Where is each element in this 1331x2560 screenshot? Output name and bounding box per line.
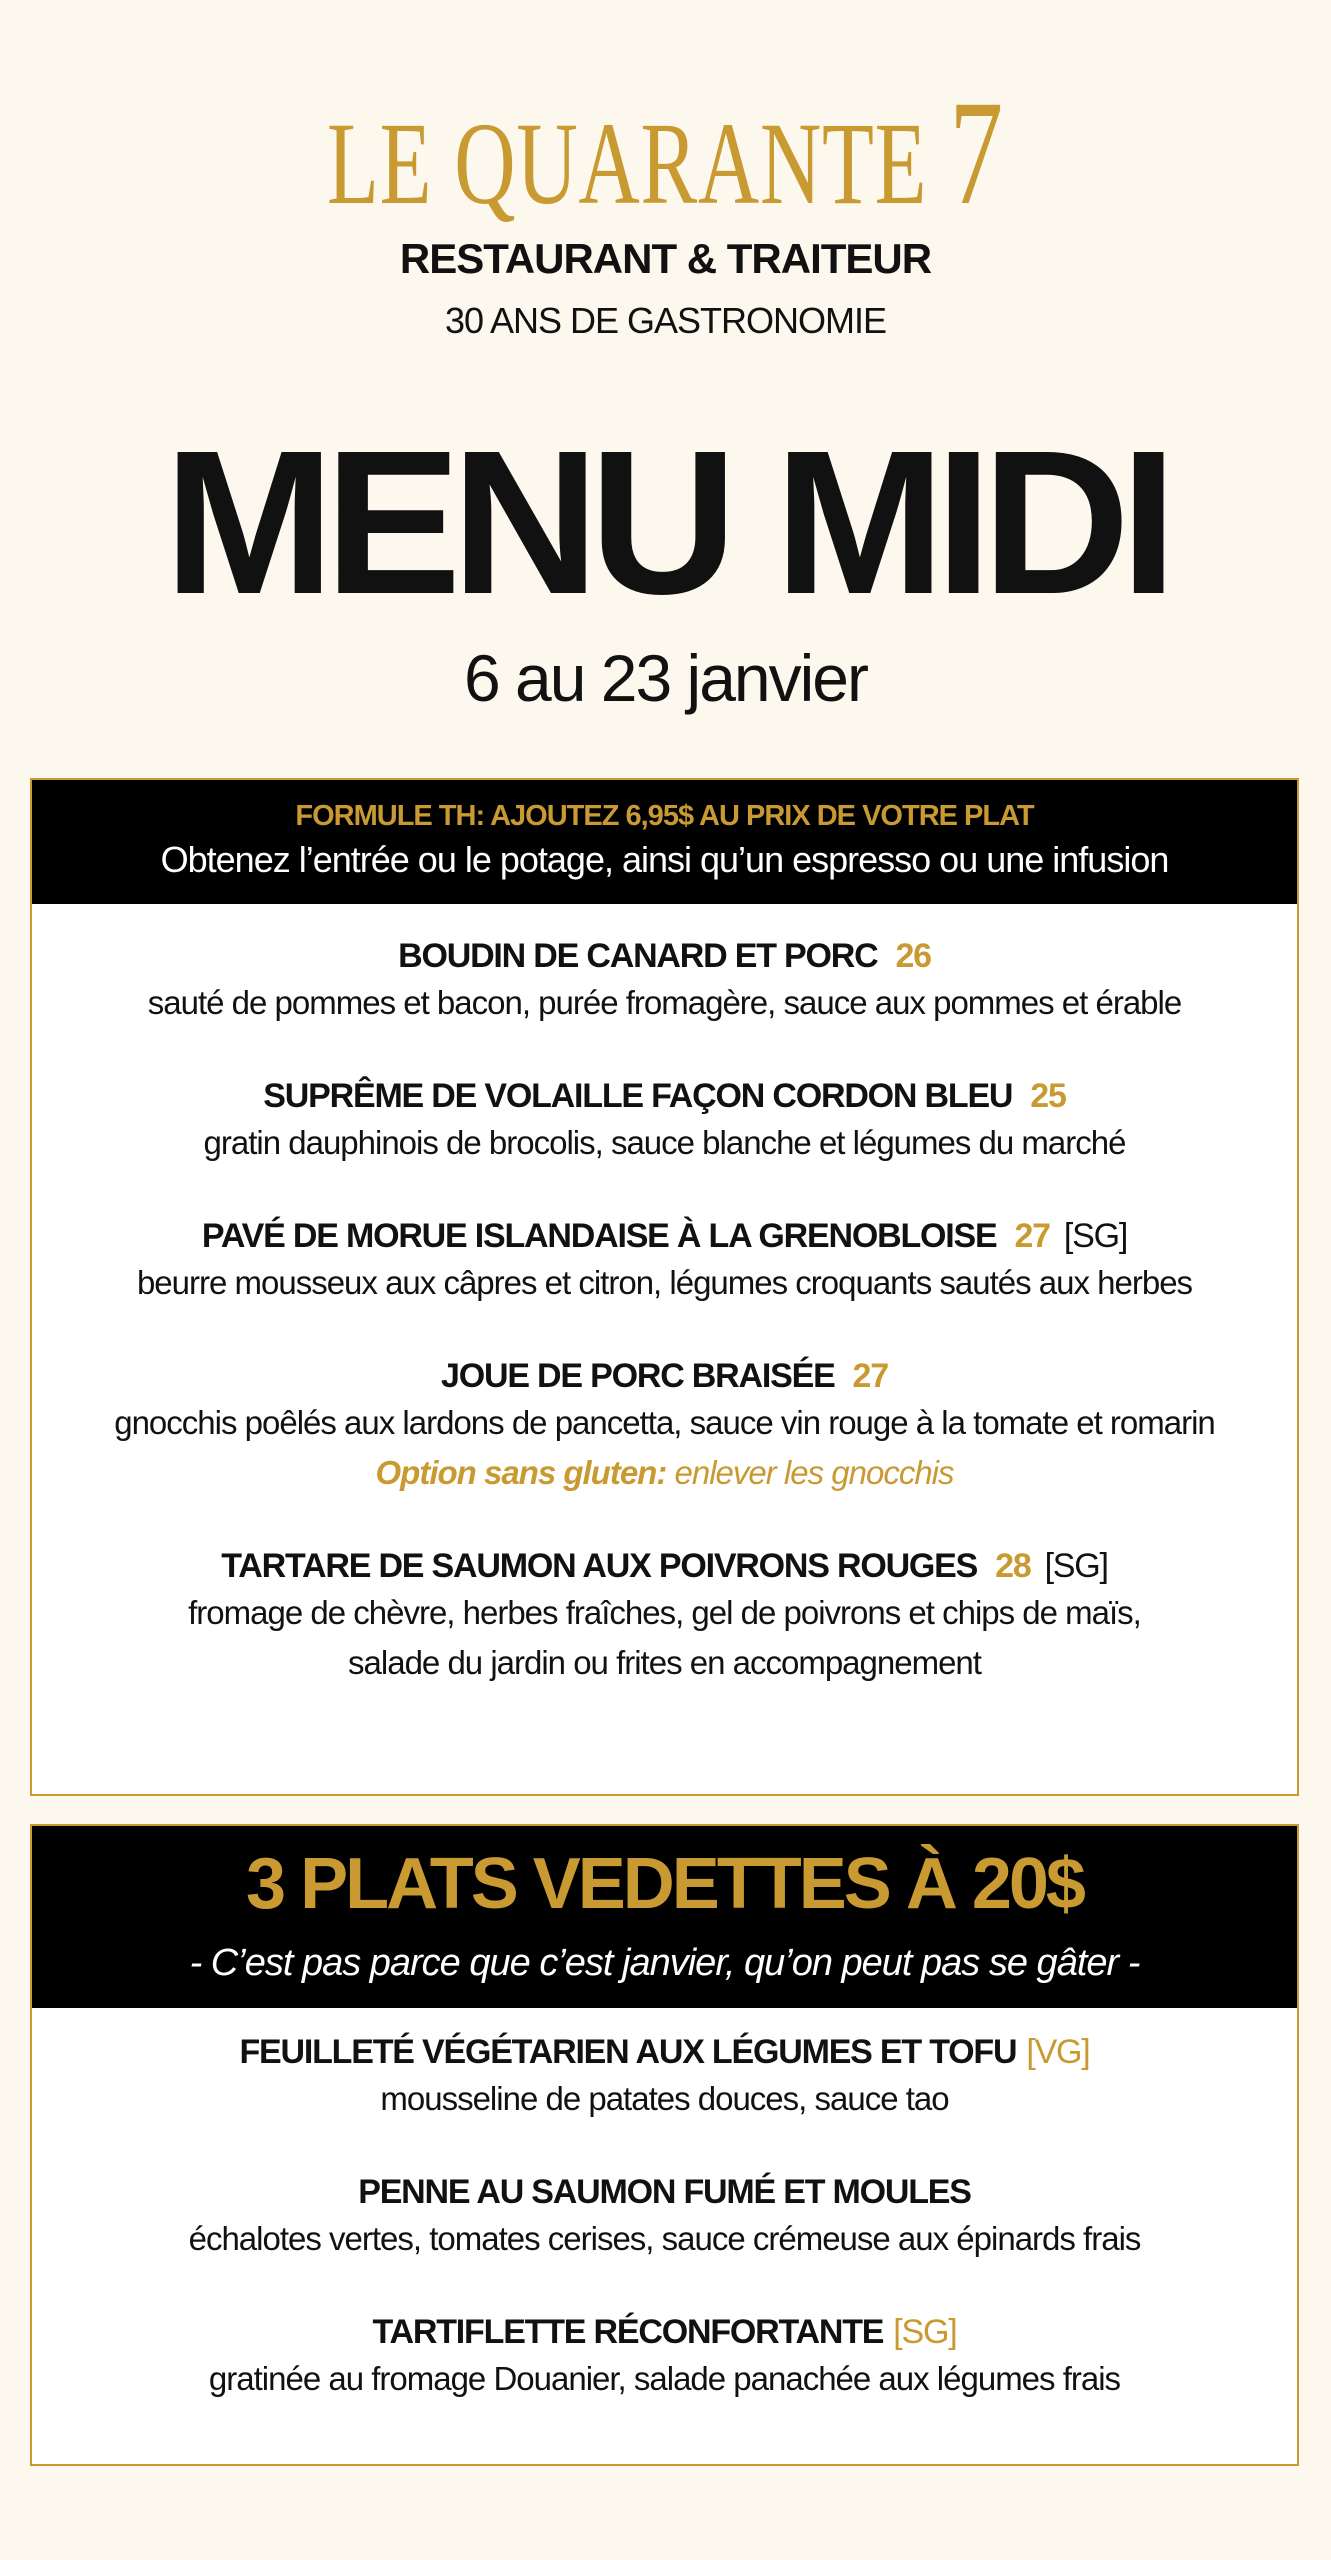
logo-number: 7: [949, 70, 1004, 236]
menu-item: [32, 2030, 1297, 2124]
lunch-menu-box: [30, 778, 1299, 1796]
anniversary-tagline: 30 ANS DE GASTRONOMIE: [444, 300, 887, 341]
dietary-tag: [SG]: [893, 2313, 957, 2351]
dish-description-continued: salade du jardin ou frites en accompagnement: [348, 1644, 981, 1681]
menu-item: [32, 2310, 1297, 2404]
dish-description: sauté de pommes et bacon, purée fromagère, sauce aux pommes et érable: [147, 984, 1182, 1021]
dish-price: 28: [995, 1547, 1031, 1585]
restaurant-subtitle: RESTAURANT & TRAITEUR: [399, 235, 932, 282]
dish-description: gratin dauphinois de brocolis, sauce blanche et légumes du marché: [203, 1124, 1126, 1161]
dish-description: gratinée au fromage Douanier, salade panachée aux légumes frais: [208, 2360, 1121, 2397]
option-text: enlever les gnocchis: [674, 1454, 954, 1491]
dish-name: TARTIFLETTE RÉCONFORTANTE: [372, 2313, 884, 2351]
menu-item: [32, 2170, 1297, 2264]
dietary-tag: [VG]: [1026, 2033, 1090, 2071]
formula-banner: [32, 780, 1297, 904]
dish-name: PENNE AU SAUMON FUMÉ ET MOULES: [358, 2173, 971, 2211]
featured-banner: [32, 1826, 1297, 2008]
formula-description: Obtenez l’entrée ou le potage, ainsi qu’un espresso ou une infusion: [160, 839, 1169, 880]
dish-price: 27: [1014, 1217, 1050, 1255]
featured-dish-list: [32, 2008, 1297, 2404]
menu-item: [32, 1214, 1297, 1308]
dish-name: FEUILLETÉ VÉGÉTARIEN AUX LÉGUMES ET TOFU: [239, 2033, 1017, 2071]
dietary-tag: [SG]: [1063, 1217, 1128, 1255]
menu-dates: 6 au 23 janvier: [464, 641, 867, 715]
dish-price: 26: [895, 937, 931, 975]
menu-item: [32, 1354, 1297, 1498]
menu-item: [32, 1544, 1297, 1688]
dish-description: beurre mousseux aux câpres et citron, légumes croquants sautés aux herbes: [136, 1264, 1193, 1301]
featured-dishes-box: [30, 1824, 1299, 2466]
dish-description: gnocchis poêlés aux lardons de pancetta, sauce vin rouge à la tomate et romarin: [114, 1404, 1215, 1441]
featured-subtitle: - C’est pas parce que c’est janvier, qu’on peut pas se gâter -: [189, 1942, 1140, 1984]
logo-text: LE QUARANTE: [327, 98, 928, 229]
dish-name: PAVÉ DE MORUE ISLANDAISE À LA GRENOBLOISE: [201, 1217, 997, 1255]
option-label: Option sans gluten:: [375, 1454, 667, 1491]
dietary-tag: [SG]: [1044, 1547, 1108, 1585]
menu-title: MENU MIDI: [163, 408, 1168, 637]
formula-title: FORMULE TH: AJOUTEZ 6,95$ AU PRIX DE VOTRE PLAT: [295, 800, 1034, 832]
featured-title: 3 PLATS VEDETTES À 20$: [246, 1844, 1083, 1924]
gluten-free-option: [32, 1448, 1297, 1498]
restaurant-logo: [186, 70, 1144, 236]
dish-name: SUPRÊME DE VOLAILLE FAÇON CORDON BLEU: [263, 1077, 1013, 1115]
menu-item: [32, 1074, 1297, 1168]
dish-description: fromage de chèvre, herbes fraîches, gel de poivrons et chips de maïs,: [188, 1594, 1141, 1631]
dish-price: 27: [852, 1357, 888, 1395]
dish-description: échalotes vertes, tomates cerises, sauce crémeuse aux épinards frais: [188, 2220, 1141, 2257]
dish-price: 25: [1030, 1077, 1066, 1115]
menu-item: [32, 934, 1297, 1028]
dish-description: mousseline de patates douces, sauce tao: [380, 2080, 949, 2117]
dish-name: TARTARE DE SAUMON AUX POIVRONS ROUGES: [221, 1547, 978, 1585]
dish-name: JOUE DE PORC BRAISÉE: [441, 1357, 835, 1395]
dish-list: [32, 904, 1297, 1688]
dish-name: BOUDIN DE CANARD ET PORC: [398, 937, 878, 975]
